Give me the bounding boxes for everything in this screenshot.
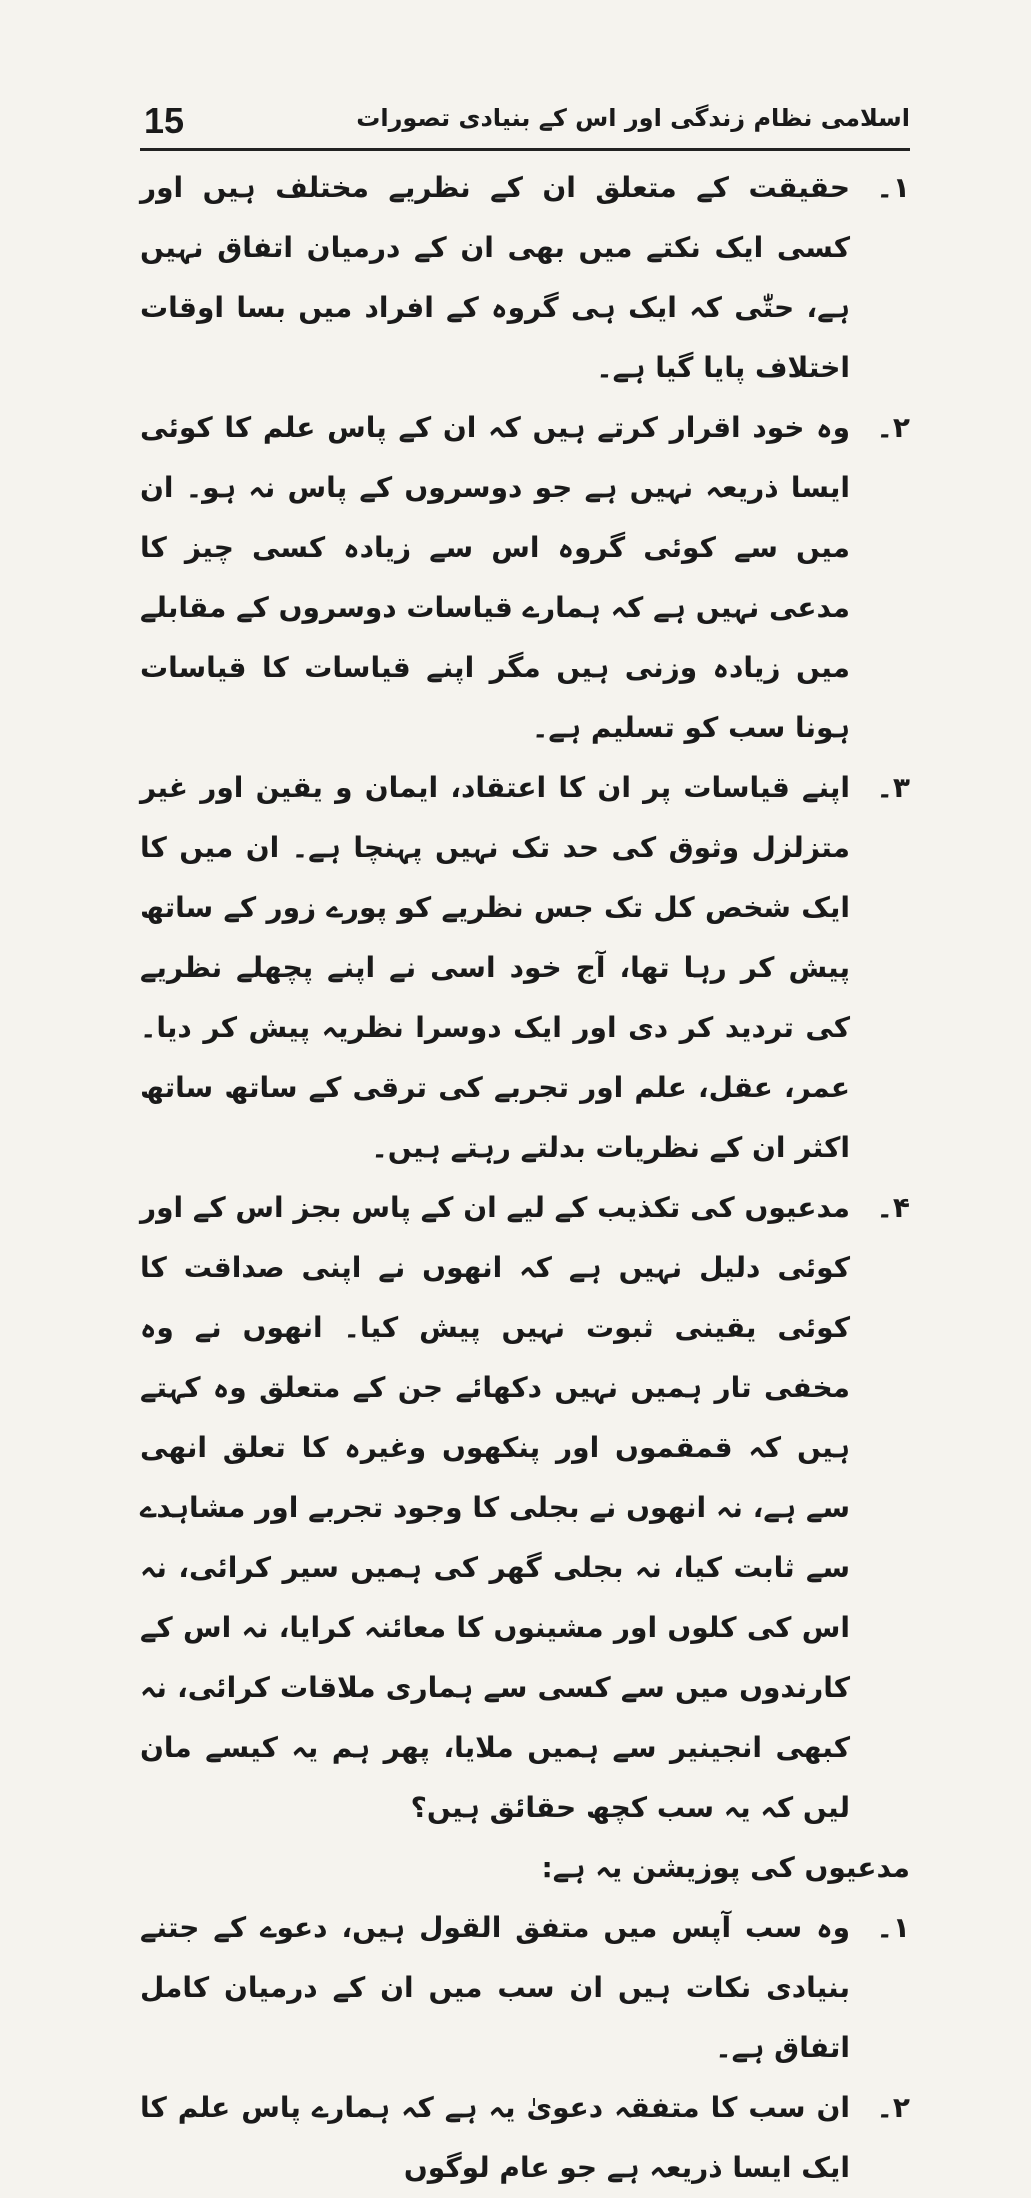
item-number: ۴۔ bbox=[876, 1191, 910, 1224]
item-text: اپنے قیاسات پر ان کا اعتقاد، ایمان و یقین اور غیر متزلزل وثوق کی حد تک نہیں پہنچا ہے۔ ان میں کا ایک شخص کل تک جس نظریے کو پورے زور کے ساتھ پیش کر رہا تھا، آج خود اسی نے اپنے پچھلے نظریے کی تردید کر دی اور ایک دوسرا نظریہ پیش کر دیا۔ عمر، عقل، علم اور تجربے کی ترقی کے ساتھ ساتھ اکثر ان کے نظریات بدلتے رہتے ہیں۔ bbox=[140, 771, 850, 1164]
list-item bbox=[140, 758, 910, 1178]
list-item bbox=[140, 2078, 910, 2198]
list-item bbox=[140, 398, 910, 758]
item-text: وہ سب آپس میں متفق القول ہیں، دعوے کے جتنے بنیادی نکات ہیں ان سب میں ان کے درمیان کامل اتفاق ہے۔ bbox=[140, 1911, 850, 2064]
item-number: ۲۔ bbox=[876, 411, 910, 444]
list-item bbox=[140, 1178, 910, 1838]
item-number: ۱۔ bbox=[876, 1911, 910, 1944]
section-subheading: مدعیوں کی پوزیشن یہ ہے: bbox=[541, 1851, 910, 1884]
item-text: مدعیوں کی تکذیب کے لیے ان کے پاس بجز اس کے اور کوئی دلیل نہیں ہے کہ انھوں نے اپنی صداقت کا کوئی یقینی ثبوت نہیں پیش کیا۔ انھوں نے وہ مخفی تار ہمیں نہیں دکھائے جن کے متعلق وہ کہتے ہیں کہ قمقموں اور پنکھوں وغیرہ کا تعلق انھی سے ہے، نہ انھوں نے بجلی کا وجود تجربے اور مشاہدے سے ثابت کیا، نہ بجلی گھر کی ہمیں سیر کرائی، نہ اس کی کلوں اور مشینوں کا معائنہ کرایا، نہ اس کے کارندوں میں سے کسی سے ہماری ملاقات کرائی، نہ کبھی انجینیر سے ہمیں ملایا، پھر ہم یہ کیسے مان لیں کہ یہ سب کچھ حقائق ہیں؟ bbox=[140, 1191, 850, 1824]
list-item bbox=[140, 1898, 910, 2078]
page-header bbox=[140, 98, 910, 151]
list-item bbox=[140, 158, 910, 398]
item-text: ان سب کا متفقہ دعویٰ یہ ہے کہ ہمارے پاس علم کا ایک ایسا ذریعہ ہے جو عام لوگوں bbox=[140, 2091, 850, 2184]
running-title: اسلامی نظام زندگی اور اس کے بنیادی تصورات bbox=[356, 104, 910, 132]
item-text: وہ خود اقرار کرتے ہیں کہ ان کے پاس علم کا کوئی ایسا ذریعہ نہیں ہے جو دوسروں کے پاس نہ ہو۔ ان میں سے کوئی گروہ اس سے زیادہ کسی چیز کا مدعی نہیں ہے کہ ہمارے قیاسات دوسروں کے مقابلے میں زیادہ وزنی ہیں مگر اپنے قیاسات کا قیاسات ہونا سب کو تسلیم ہے۔ bbox=[140, 411, 850, 744]
item-number: ۲۔ bbox=[876, 2091, 910, 2124]
page-body bbox=[140, 158, 910, 2198]
item-text: حقیقت کے متعلق ان کے نظریے مختلف ہیں اور کسی ایک نکتے میں بھی ان کے درمیان اتفاق نہیں ہے، حتّٰی کہ ایک ہی گروہ کے افراد میں بسا اوقات اختلاف پایا گیا ہے۔ bbox=[140, 171, 850, 384]
page-number: 15 bbox=[144, 100, 185, 141]
item-number: ۳۔ bbox=[876, 771, 910, 804]
item-number: ۱۔ bbox=[876, 171, 910, 204]
